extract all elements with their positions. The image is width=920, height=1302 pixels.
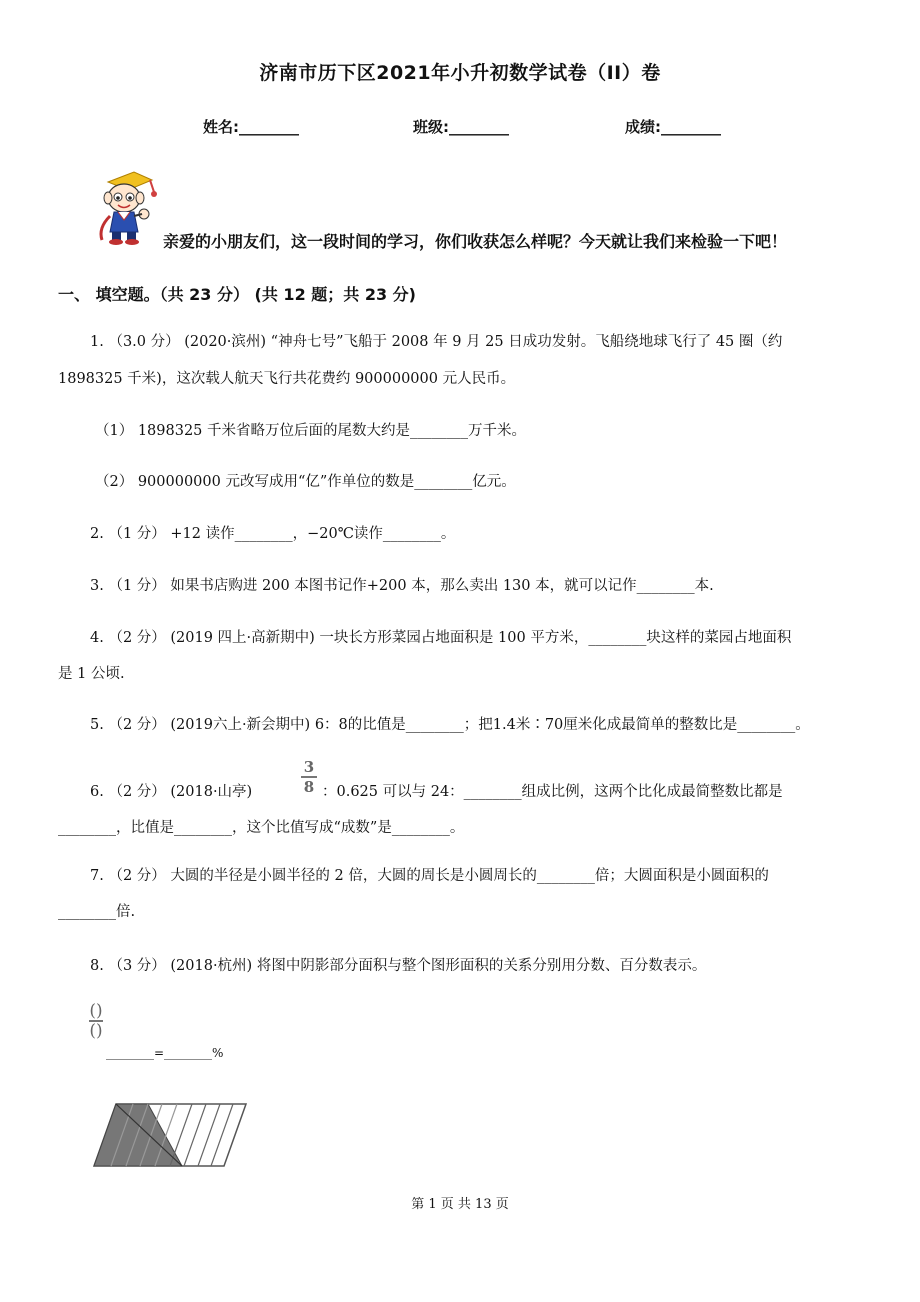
greeting-text: 亲爱的小朋友们，这一段时间的学习，你们收获怎么样呢？今天就让我们来检验一下吧！ [163,232,788,251]
question-8-answer-blank[interactable]: ________=________% [106,1046,224,1060]
class-field[interactable]: 班级:________ [413,118,509,136]
question-6-line2: ________，比值是________，这个比值写成“成数”是________。 [58,820,465,836]
mascot-icon [88,168,170,248]
question-5: 5. （2 分） (2019六上·新会期中) 6：8的比值是________；把1.4米∶70厘米化成最简单的整数比是________。 [90,717,810,733]
blank-numerator: () [89,1001,103,1021]
fraction-numerator: 3 [303,758,315,776]
page-title: 济南市历下区2021年小升初数学试卷（II）卷 [259,62,661,84]
question-7-line1: 7. （2 分） 大圆的半径是小圆半径的 2 倍，大圆的周长是小圆周长的________倍；大圆面积是小圆面积的 [90,868,769,884]
question-2: 2. （1 分） +12 读作________，−20℃读作________。 [90,526,456,542]
question-4-line1: 4. （2 分） (2019 四上·高新期中) 一块长方形菜园占地面积是 100 平方米，________块这样的菜园占地面积 [90,630,792,646]
score-field[interactable]: 成绩:________ [625,118,721,136]
page-footer: 第 1 页 共 13 页 [411,1197,509,1212]
question-7-line2: ________倍. [58,904,136,920]
question-1-sub2: （2） 900000000 元改写成用“亿”作单位的数是________亿元。 [95,474,516,490]
fraction-three-eighths [298,758,320,796]
question-6-rest: ：0.625 可以与 24：________组成比例，这两个比化成最简整数比都是 [322,784,783,800]
question-1-line1: 1. （3.0 分） (2020·滨州) “神舟七号”飞船于 2008 年 9 月 25 日成功发射。飞船绕地球飞行了 45 圈（约 [90,334,783,350]
parallelogram-figure [92,1100,252,1170]
question-6-prefix: 6. （2 分） (2018·山亭) [90,784,253,800]
blank-denominator: () [89,1021,103,1041]
section-heading: 一、 填空题。（共 23 分） (共 12 题；共 23 分) [58,285,416,304]
question-3: 3. （1 分） 如果书店购进 200 本图书记作+200 本，那么卖出 130 本，就可以记作________本. [90,578,714,594]
name-field[interactable]: 姓名:________ [203,118,299,136]
question-1-sub1: （1） 1898325 千米省略万位后面的尾数大约是________万千米。 [95,423,527,439]
question-4-line2: 是 1 公顷. [58,666,125,682]
question-1-line2: 1898325 千米)，这次载人航天飞行共花费约 900000000 元人民币。 [58,371,516,387]
fraction-denominator: 8 [303,778,315,796]
question-8: 8. （3 分） (2018·杭州) 将图中阴影部分面积与整个图形面积的关系分别用分数、百分数表示。 [90,958,707,974]
blank-fraction [86,1002,106,1040]
